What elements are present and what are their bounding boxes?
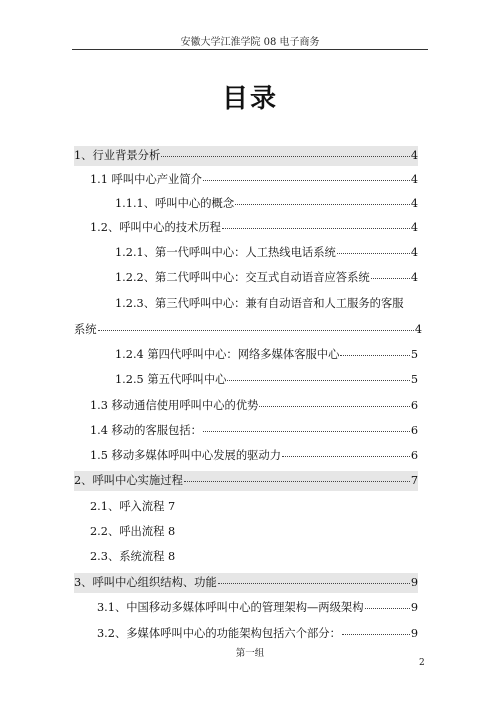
toc-entry[interactable] — [97, 624, 418, 644]
toc-entry[interactable] — [74, 471, 418, 491]
toc-entry-page: 9 — [410, 627, 418, 640]
toc-entry-title: 1.5 移动多媒体呼叫中心发展的驱动力 — [90, 449, 282, 462]
toc-entry-title: 1.2.1、第一代呼叫中心：人工热线电话系统 — [115, 246, 336, 259]
toc-entry[interactable] — [90, 218, 418, 238]
toc-entry-page: 7 — [410, 474, 418, 487]
toc-leader-dots — [259, 406, 409, 407]
toc-entry[interactable] — [90, 421, 418, 441]
toc-entry-title: 1.2、呼叫中心的技术历程 — [90, 221, 221, 234]
toc-leader-dots — [337, 253, 410, 254]
page-number: 2 — [419, 658, 425, 668]
toc-entry-title: 3、呼叫中心组织结构、功能 — [74, 576, 217, 589]
toc-entry-title: 1、行业背景分析 — [74, 149, 161, 162]
page-footer: 第一组 — [235, 648, 265, 659]
toc-entry[interactable] — [90, 547, 290, 567]
toc-entry-page: 6 — [410, 424, 418, 437]
toc-leader-dots — [203, 431, 410, 432]
toc-leader-dots — [222, 228, 410, 229]
toc-leader-dots — [282, 456, 410, 457]
toc-entry[interactable] — [90, 170, 418, 190]
toc-entry[interactable] — [115, 294, 418, 314]
toc-leader-dots — [218, 583, 410, 584]
toc-leader-dots — [342, 634, 410, 635]
toc-entry[interactable] — [74, 320, 422, 340]
toc-leader-dots — [365, 608, 410, 609]
toc-entry[interactable] — [74, 146, 418, 166]
toc-entry[interactable] — [74, 573, 418, 593]
page-header: 安徽大学江淮学院 08 电子商务 — [180, 37, 320, 48]
toc-entry[interactable] — [115, 194, 418, 214]
toc-entry-page: 5 — [410, 348, 418, 361]
toc-entry-title: 2.2、呼出流程 8 — [90, 525, 176, 538]
toc-leader-dots — [235, 204, 410, 205]
toc-entry-title: 1.2.5 第五代呼叫中心 — [115, 373, 227, 386]
toc-entry-title: 1.3 移动通信使用呼叫中心的优势 — [90, 399, 259, 412]
toc-entry-title: 1.2.4 第四代呼叫中心：网络多媒体客服中心 — [115, 348, 340, 361]
toc-entry-title: 1.1.1、呼叫中心的概念 — [115, 197, 235, 210]
toc-entry[interactable] — [115, 345, 418, 365]
toc-entry-title: 1.4 移动的客服包括： — [90, 424, 202, 437]
toc-entry-page: 4 — [410, 149, 418, 162]
toc-leader-dots — [371, 278, 410, 279]
toc-entry-title: 1.2.2、第二代呼叫中心：交互式自动语音应答系统 — [115, 271, 370, 284]
toc-entry-page: 4 — [410, 197, 418, 210]
toc-entry-page: 9 — [410, 576, 418, 589]
toc-entry-title: 系统 — [74, 323, 97, 336]
toc-entry-title: 3.1、中国移动多媒体呼叫中心的管理架构—两级架构 — [97, 601, 364, 614]
toc-entry[interactable] — [90, 396, 418, 416]
toc-leader-dots — [184, 481, 410, 482]
toc-entry-title: 2、呼叫中心实施过程 — [74, 474, 183, 487]
toc-entry-page: 4 — [410, 221, 418, 234]
toc-entry-page: 4 — [410, 271, 418, 284]
toc-entry-page: 5 — [410, 373, 418, 386]
toc-leader-dots — [340, 355, 409, 356]
toc-entry-title: 3.2、多媒体呼叫中心的功能架构包括六个部分： — [97, 627, 341, 640]
toc-leader-dots — [227, 380, 409, 381]
toc-entry-title: 2.1、呼入流程 7 — [90, 500, 176, 513]
toc-entry[interactable] — [97, 598, 418, 618]
toc-entry[interactable] — [90, 522, 290, 542]
toc-entry[interactable] — [90, 446, 418, 466]
document-title: 目录 — [221, 84, 278, 114]
toc-entry-page: 6 — [410, 449, 418, 462]
toc-entry-title: 1.1 呼叫中心产业简介 — [90, 173, 202, 186]
toc-entry-page: 4 — [410, 246, 418, 259]
toc-leader-dots — [98, 330, 414, 331]
toc-entry[interactable] — [115, 370, 418, 390]
toc-entry-page: 4 — [410, 173, 418, 186]
toc-entry[interactable] — [90, 497, 290, 517]
toc-entry[interactable] — [115, 243, 418, 263]
toc-leader-dots — [161, 156, 410, 157]
toc-entry-page: 6 — [410, 399, 418, 412]
toc-leader-dots — [203, 180, 410, 181]
toc-entry-page: 9 — [410, 601, 418, 614]
toc-entry-title: 2.3、系统流程 8 — [90, 550, 176, 563]
toc-entry-page: 4 — [414, 323, 422, 336]
toc-entry[interactable] — [115, 268, 418, 288]
toc-entry-title: 1.2.3、第三代呼叫中心：兼有自动语音和人工服务的客服 — [115, 297, 404, 310]
